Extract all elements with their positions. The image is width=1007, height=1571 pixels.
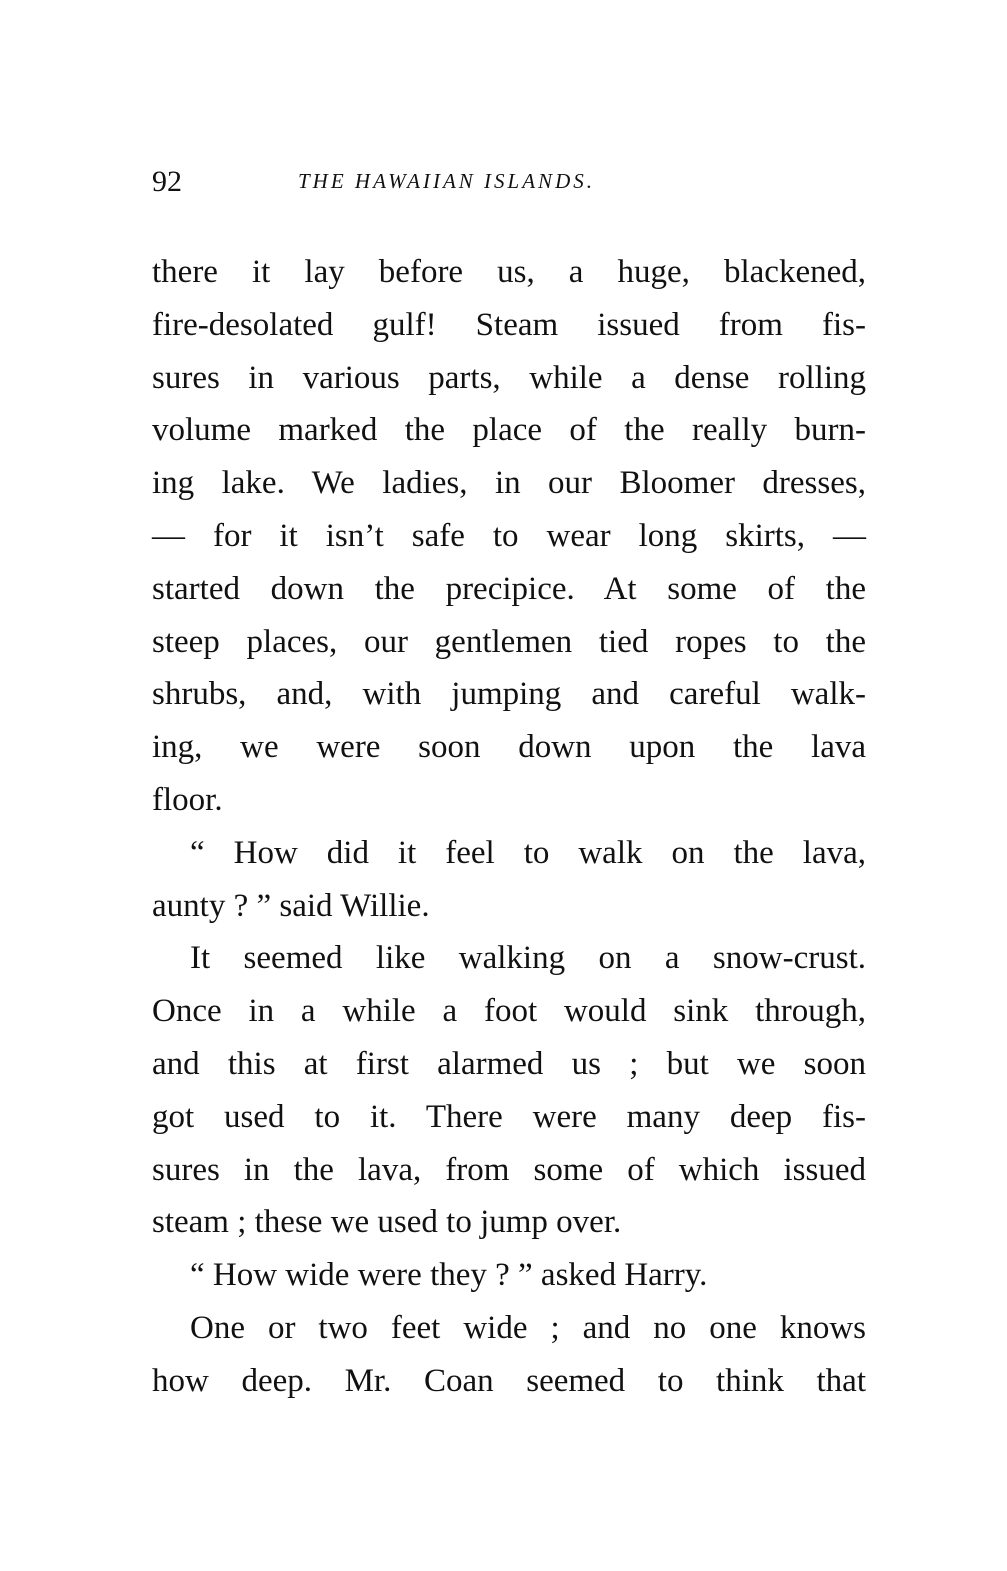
text-line: there it lay before us, a huge, blackened, <box>152 254 866 290</box>
text-line: One or two feet wide ; and no one knows <box>190 1309 866 1346</box>
text-line: “ How wide were they ? ” asked Harry. <box>190 1257 708 1294</box>
text-line: steam ; these we used to jump over. <box>152 1204 622 1241</box>
text-line: shrubs, and, with jumping and careful walk- <box>152 676 866 713</box>
text-line: ing, we were soon down upon the lava <box>152 729 866 766</box>
body-text <box>152 246 866 1408</box>
text-line: Once in a while a foot would sink through, <box>152 993 866 1030</box>
text-line: how deep. Mr. Coan seemed to think that <box>152 1362 866 1399</box>
text-line: sures in various parts, while a dense rolling <box>152 359 866 396</box>
running-title: THE HAWAIIAN ISLANDS. <box>298 169 595 193</box>
text-line: and this at first alarmed us ; but we soon <box>152 1045 866 1082</box>
text-line: It seemed like walking on a snow-crust. <box>190 940 866 977</box>
text-line: sures in the lava, from some of which issued <box>152 1151 866 1188</box>
text-line: ing lake. We ladies, in our Bloomer dresses, <box>152 465 866 502</box>
text-line: floor. <box>152 781 223 818</box>
text-line: got used to it. There were many deep fis- <box>152 1098 866 1135</box>
text-line: steep places, our gentlemen tied ropes to the <box>152 623 866 660</box>
text-line: aunty ? ” said Willie. <box>152 887 430 924</box>
text-line: started down the precipice. At some of the <box>152 570 866 607</box>
page-number: 92 <box>152 165 182 198</box>
text-line: — for it isn’t safe to wear long skirts, — <box>152 517 866 554</box>
text-line: “ How did it feel to walk on the lava, <box>190 834 866 871</box>
text-line: fire-desolated gulf! Steam issued from fis- <box>152 306 866 343</box>
page-header <box>152 165 866 205</box>
text-line: volume marked the place of the really burn- <box>152 412 866 449</box>
